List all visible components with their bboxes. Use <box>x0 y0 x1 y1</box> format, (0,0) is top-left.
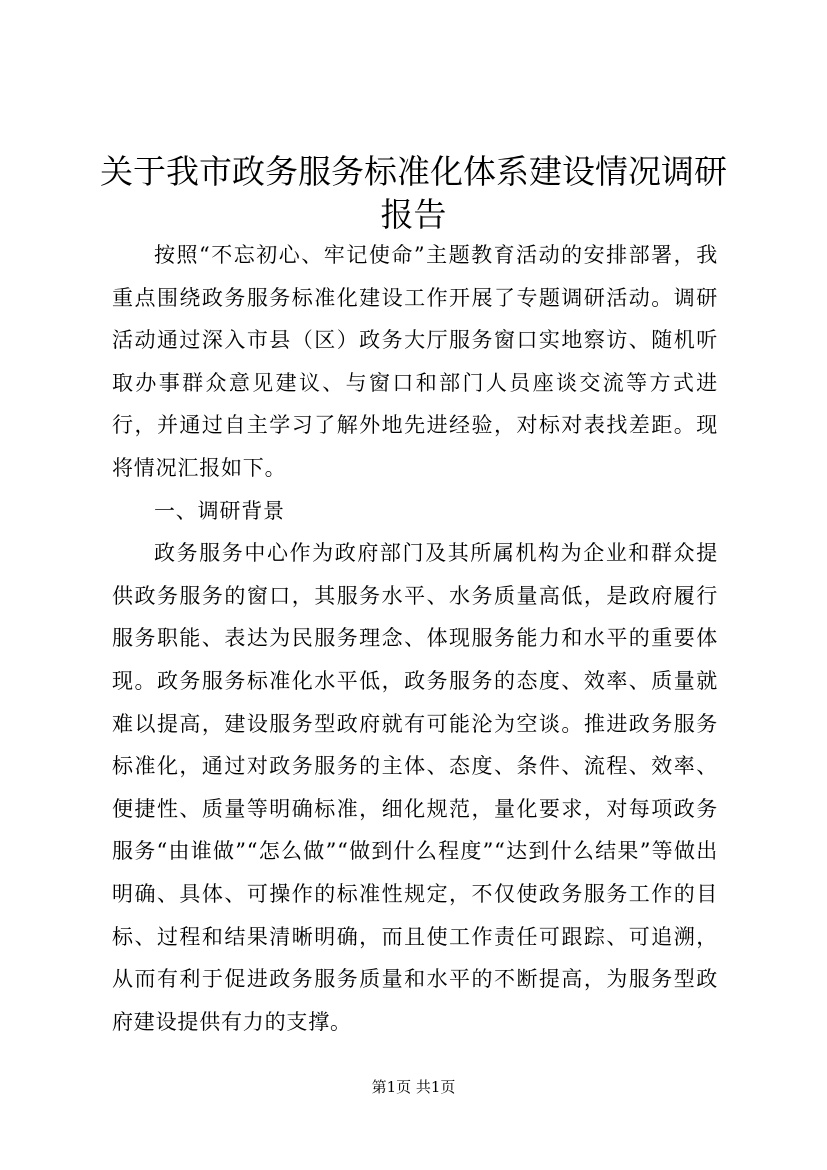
page-number-footer: 第1页 共1页 <box>371 1078 456 1096</box>
document-title: 关于我市政务服务标准化体系建设情况调研报告 <box>100 152 727 234</box>
paragraph-background: 政务服务中心作为政府部门及其所属机构为企业和群众提供政务服务的窗口，其服务水平、水务质量高低，是政府履行服务职能、表达为民服务理念、体现服务能力和水平的重要体现。政务服务标准化水平低，政务服务的态度、效率、质量就难以提高，建设服务型政府就有可能沦为空谈。推进政务服务标准化，通过对政务服务的主体、态度、条件、流程、效率、便捷性、质量等明确标准，细化规范，量化要求，对每项政务服务“由谁做”“怎么做”“做到什么程度”“达到什么结果”等做出明确、具体、可操作的标准性规定，不仅使政务服务工作的目标、过程和结果清晰明确，而且使工作责任可跟踪、可追溯，从而有利于促进政务服务质量和水平的不断提高，为服务型政府建设提供有力的支撑。 <box>112 541 718 1034</box>
paragraph-intro: 按照“不忘初心、牢记使命”主题教育活动的安排部署，我重点围绕政务服务标准化建设工作开展了专题调研活动。调研活动通过深入市县（区）政务大厅服务窗口实地察访、随机听取办事群众意见建议、与窗口和部门人员座谈交流等方式进行，并通过自主学习了解外地先进经验，对标对表找差距。现将情况汇报如下。 <box>112 243 718 480</box>
section-heading-background: 一、调研背景 <box>154 498 285 523</box>
document-body <box>112 234 718 1043</box>
